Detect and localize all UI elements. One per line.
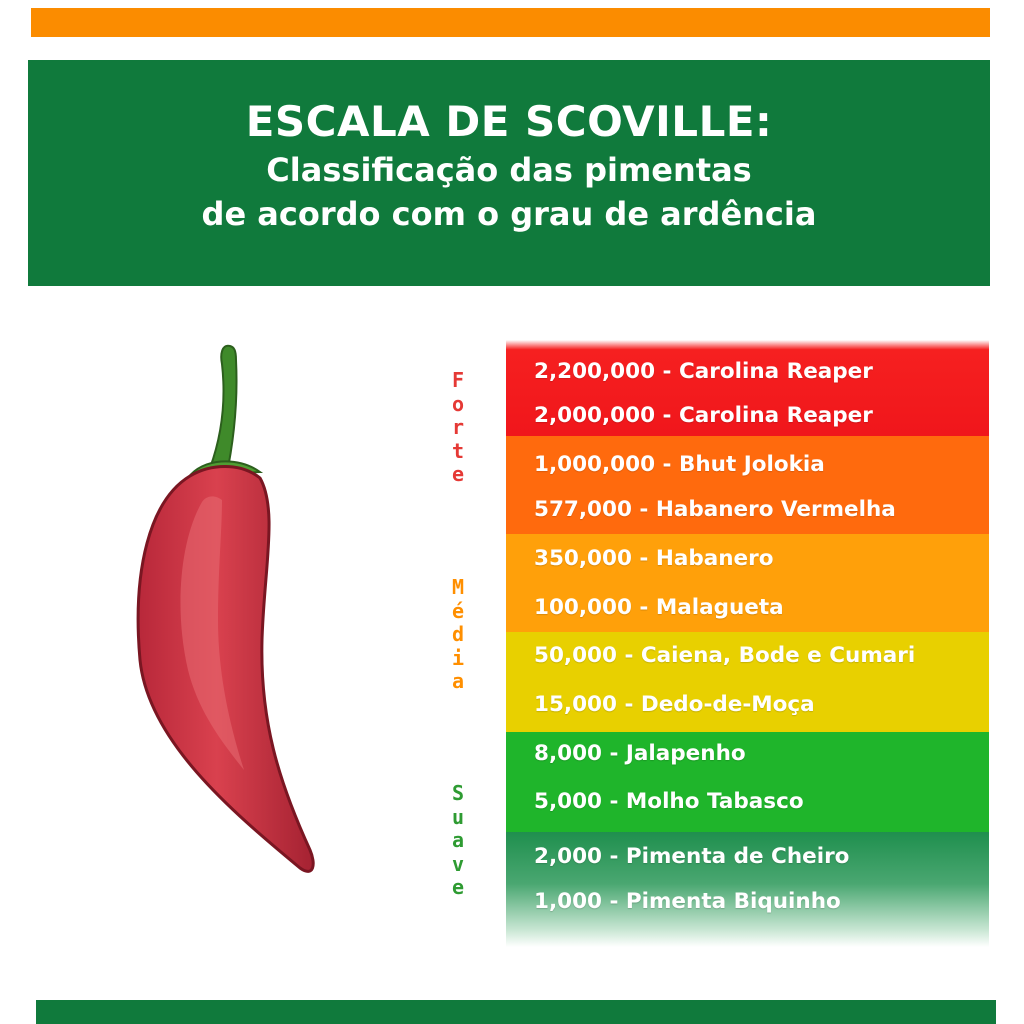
- level-letter: M: [451, 575, 465, 599]
- title-banner: [28, 60, 990, 286]
- level-label-suave: [447, 782, 469, 900]
- level-letter: a: [451, 828, 465, 852]
- bottom-green-bar: [36, 1000, 996, 1024]
- level-letter: o: [451, 391, 465, 416]
- level-label-media: [447, 576, 469, 694]
- level-letter: u: [451, 804, 465, 829]
- scale-entry: 8,000 - Jalapenho: [534, 741, 746, 766]
- page-subtitle-line1: Classificação das pimentas: [266, 151, 752, 189]
- level-letter: e: [451, 462, 465, 486]
- level-label-forte: [447, 369, 469, 487]
- scale-entry: 1,000 - Pimenta Biquinho: [534, 889, 841, 914]
- scale-entry: 350,000 - Habanero: [534, 546, 774, 571]
- scale-entry: 1,000,000 - Bhut Jolokia: [534, 452, 825, 477]
- heat-scale: [506, 340, 989, 947]
- scale-entry: 50,000 - Caiena, Bode e Cumari: [534, 643, 916, 668]
- pepper-stem: [210, 346, 237, 478]
- page-title: ESCALA DE SCOVILLE:: [245, 97, 773, 146]
- scale-entry: 2,200,000 - Carolina Reaper: [534, 359, 873, 384]
- red-chili-pepper-icon: [110, 340, 350, 880]
- scale-entry: 5,000 - Molho Tabasco: [534, 789, 804, 814]
- top-orange-stripe: [31, 8, 990, 37]
- level-letter: r: [451, 415, 465, 439]
- level-letter: v: [451, 851, 465, 876]
- level-letter: a: [451, 669, 465, 693]
- level-letter: i: [451, 645, 465, 670]
- scale-entry: 100,000 - Malagueta: [534, 595, 784, 620]
- level-letter: F: [451, 368, 465, 392]
- level-letter: t: [451, 438, 465, 463]
- pepper-body: [138, 467, 313, 872]
- level-letter: é: [451, 598, 465, 623]
- level-letter: d: [451, 622, 465, 646]
- scale-entry: 2,000,000 - Carolina Reaper: [534, 403, 873, 428]
- level-letter: e: [451, 875, 465, 899]
- scale-entry: 577,000 - Habanero Vermelha: [534, 497, 896, 522]
- scale-entry: 2,000 - Pimenta de Cheiro: [534, 844, 850, 869]
- page-subtitle-line2: de acordo com o grau de ardência: [201, 195, 817, 233]
- level-letter: S: [451, 781, 465, 805]
- scale-entry: 15,000 - Dedo-de-Moça: [534, 692, 815, 717]
